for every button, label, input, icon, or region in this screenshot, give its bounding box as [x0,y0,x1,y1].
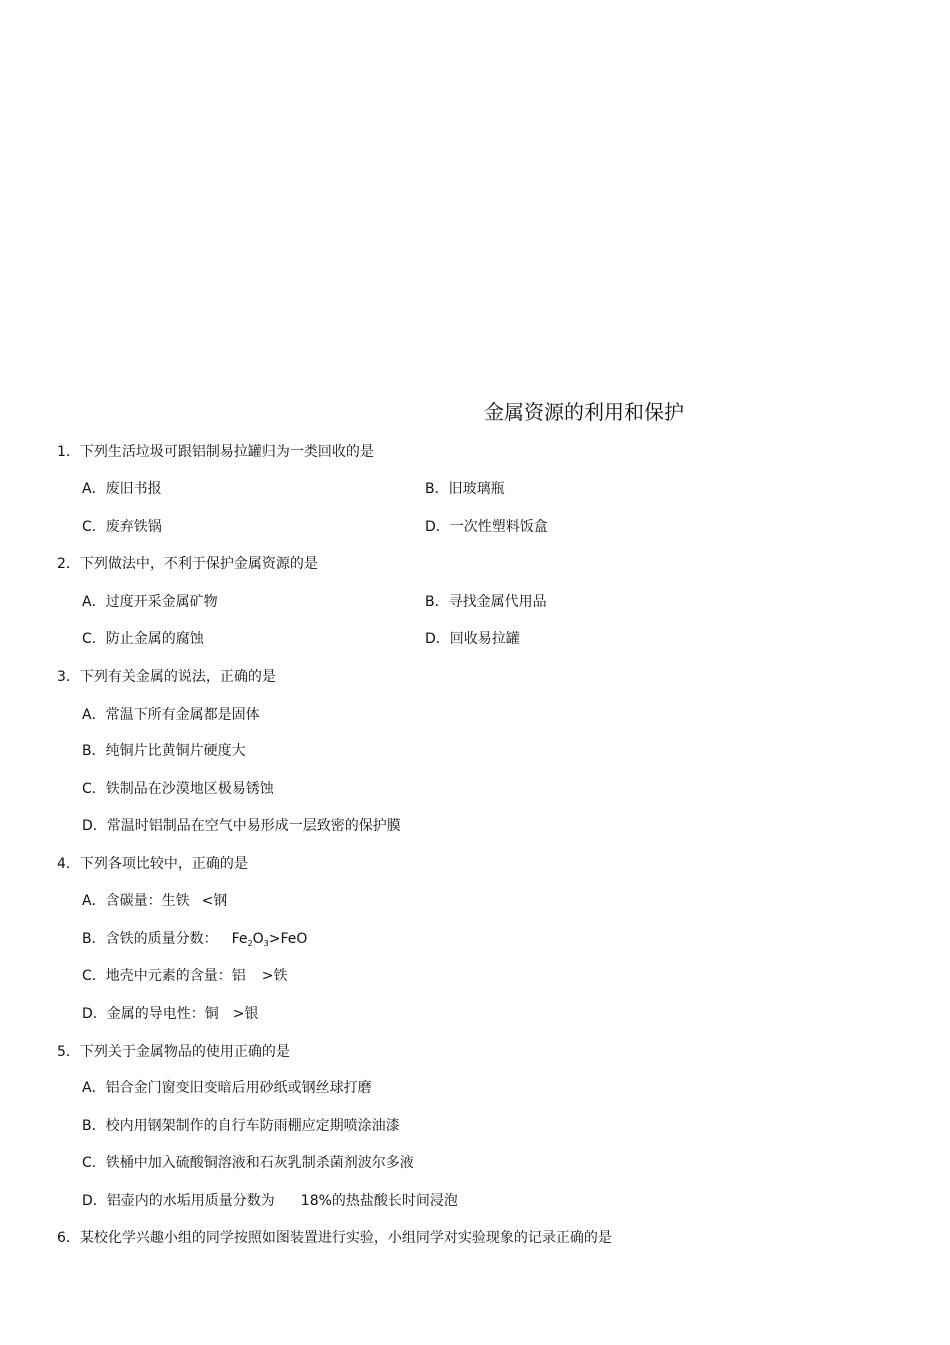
question-2-option-d: D．回收易拉罐 [425,631,520,647]
question-4-option-c [82,966,288,986]
formula-comparison: >FeO [268,931,308,947]
option-text: C．地壳中元素的含量：铝 [82,968,246,984]
question-1-option-a: A．废旧书报 [82,481,162,497]
question-1-stem: 1．下列生活垃圾可跟铝制易拉罐归为一类回收的是 [57,444,374,460]
question-2-option-a: A．过度开采金属矿物 [82,594,218,610]
formula-o: O [252,931,264,947]
option-text-continued: 18%的热盐酸长时间浸泡 [300,1193,458,1209]
question-2-option-b: B．寻找金属代用品 [425,594,547,610]
question-5-option-a: A．铝合金门窗变旧变暗后用砂纸或钢丝球打磨 [82,1080,372,1096]
option-text: D．铝壶内的水垢用质量分数为 [82,1193,275,1209]
question-4-option-a [82,891,227,911]
question-3-stem: 3．下列有关金属的说法，正确的是 [57,669,276,685]
question-2-option-c: C．防止金属的腐蚀 [82,631,204,647]
document-title: 金属资源的利用和保护 [484,400,684,424]
option-comparison: >铁 [261,968,288,984]
option-text: A．含碳量：生铁 [82,893,190,909]
option-comparison: <钢 [201,893,228,909]
question-1-option-c: C．废弃铁锅 [82,519,162,535]
question-2-stem: 2．下列做法中，不利于保护金属资源的是 [57,556,318,572]
question-4-option-d [82,1004,259,1024]
question-4-stem: 4．下列各项比较中，正确的是 [57,856,248,872]
option-comparison: >银 [232,1006,259,1022]
formula-subscript-2: 2 [247,939,253,948]
formula-fe: Fe [231,931,248,947]
question-5-option-c: C．铁桶中加入硫酸铜溶液和石灰乳制杀菌剂波尔多液 [82,1155,414,1171]
question-4-option-b [82,929,307,954]
question-1-option-b: B．旧玻璃瓶 [425,481,505,497]
question-5-stem: 5．下列关于金属物品的使用正确的是 [57,1044,290,1060]
option-text: B．含铁的质量分数： [82,931,218,947]
question-3-option-b: B．纯铜片比黄铜片硬度大 [82,743,246,759]
question-6-stem: 6．某校化学兴趣小组的同学按照如图装置进行实验，小组同学对实验现象的记录正确的是 [57,1230,612,1246]
question-5-option-d [82,1191,458,1211]
formula-subscript-3: 3 [263,939,269,948]
option-text: D．金属的导电性：铜 [82,1006,219,1022]
question-3-option-d: D．常温时铝制品在空气中易形成一层致密的保护膜 [82,818,401,834]
question-3-option-c: C．铁制品在沙漠地区极易锈蚀 [82,781,274,797]
question-3-option-a: A．常温下所有金属都是固体 [82,707,260,723]
question-1-option-d: D．一次性塑料饭盒 [425,519,548,535]
question-5-option-b: B．校内用钢架制作的自行车防雨棚应定期喷涂油漆 [82,1118,400,1134]
